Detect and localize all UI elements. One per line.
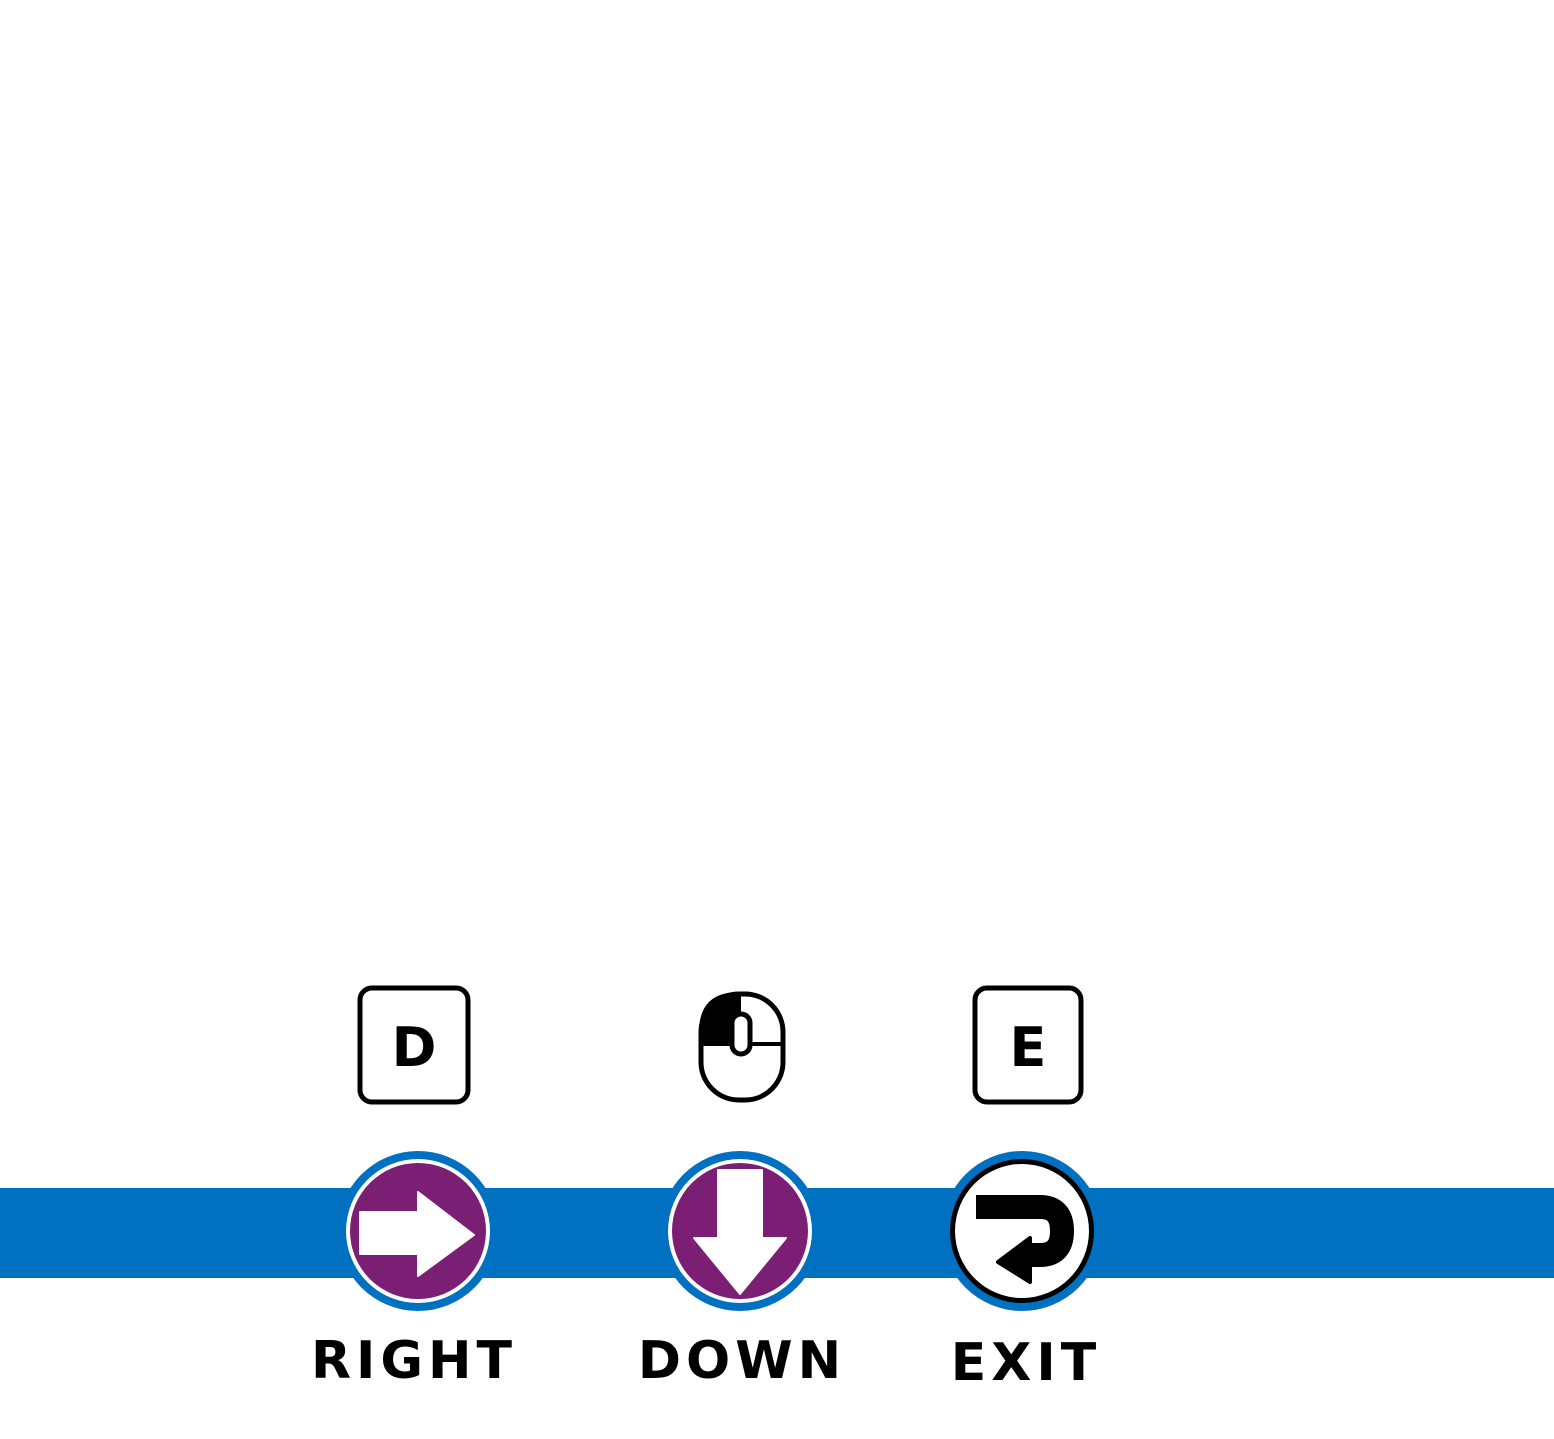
- key-e-label: E: [1009, 1016, 1047, 1079]
- mouse-left-click-icon: [701, 994, 783, 1100]
- right-label: RIGHT: [310, 1331, 518, 1391]
- right-button[interactable]: [338, 1151, 498, 1311]
- key-d-hint: [360, 988, 468, 1102]
- exit-label: EXIT: [950, 1333, 1102, 1393]
- key-e-hint: [975, 988, 1081, 1102]
- exit-control[interactable]: [942, 988, 1102, 1393]
- down-button[interactable]: [660, 1151, 820, 1311]
- down-label: DOWN: [637, 1331, 847, 1391]
- exit-button[interactable]: [942, 1151, 1102, 1311]
- key-d-label: D: [391, 1016, 437, 1079]
